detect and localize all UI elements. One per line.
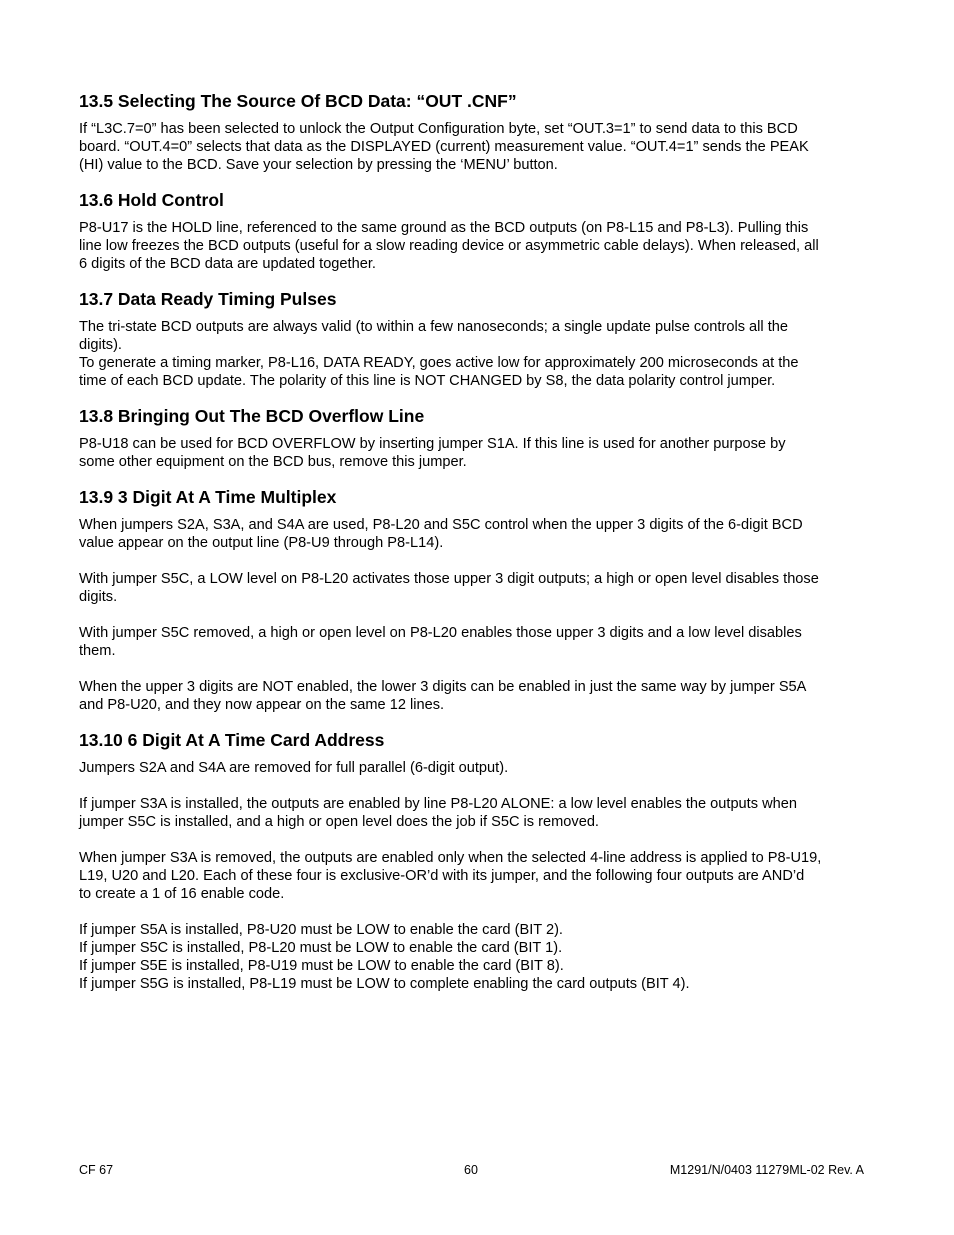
section-13-5 bbox=[79, 90, 879, 174]
section-13-6 bbox=[79, 189, 879, 273]
section-heading: 13.9 3 Digit At A Time Multiplex bbox=[79, 487, 337, 507]
footer-model: CF 67 bbox=[79, 1163, 114, 1177]
footer-document-id: M1291/N/0403 11279ML-02 Rev. A bbox=[669, 1163, 864, 1177]
section-13-9 bbox=[79, 486, 879, 714]
paragraph: If jumper S5A is installed, P8-U20 must be LOW to enable the card (BIT 2). If jumper S5C is installed, P8-L20 must be LOW to enable the card (BIT 1). If jumper S5E is installed, P8-U19 must be LOW to enable the card (BIT 8). If jumper S5G is installed, P8-L19 must be LOW to complete enabling the card outputs (BIT 4). bbox=[79, 922, 690, 992]
paragraph: Jumpers S2A and S4A are removed for full parallel (6-digit output). bbox=[79, 760, 509, 776]
paragraph: P8-U18 can be used for BCD OVERFLOW by inserting jumper S1A. If this line is used for another purpose by some other equipment on the BCD bus, remove this jumper. bbox=[79, 436, 786, 470]
paragraph: With jumper S5C removed, a high or open level on P8-L20 enables those upper 3 digits and a low level disables them. bbox=[79, 625, 802, 659]
page-number: 60 bbox=[464, 1163, 478, 1177]
section-13-7 bbox=[79, 288, 879, 390]
paragraph: When jumpers S2A, S3A, and S4A are used, P8-L20 and S5C control when the upper 3 digits of the 6-digit BCD value appear on the output line (P8-U9 through P8-L14). bbox=[79, 517, 803, 551]
section-heading: 13.10 6 Digit At A Time Card Address bbox=[79, 730, 385, 750]
section-13-8 bbox=[79, 405, 879, 471]
paragraph: If “L3C.7=0” has been selected to unlock the Output Configuration byte, set “OUT.3=1” to send data to this BCD board. “OUT.4=0” selects that data as the DISPLAYED (current) measurement value. “OUT.4=1” sends the PEAK (HI) value to the BCD. Save your selection by pressing the ‘MENU’ button. bbox=[79, 121, 809, 173]
paragraph: The tri-state BCD outputs are always valid (to within a few nanoseconds; a single update pulse controls all the digits). To generate a timing marker, P8-L16, DATA READY, goes active low for approximately 200 microseconds at the time of each BCD update. The polarity of this line is NOT CHANGED by S8, the data polarity control jumper. bbox=[79, 319, 799, 389]
section-13-10 bbox=[79, 729, 879, 993]
paragraph: If jumper S3A is installed, the outputs are enabled by line P8-L20 ALONE: a low level enables the outputs when jumper S5C is installed, and a high or open level does the job if S5C is removed. bbox=[79, 796, 797, 830]
document-body bbox=[79, 90, 879, 1008]
section-heading: 13.7 Data Ready Timing Pulses bbox=[79, 289, 337, 309]
paragraph: When the upper 3 digits are NOT enabled, the lower 3 digits can be enabled in just the same way by jumper S5A and P8-U20, and they now appear on the same 12 lines. bbox=[79, 679, 807, 713]
paragraph: P8-U17 is the HOLD line, referenced to the same ground as the BCD outputs (on P8-L15 and P8-L3). Pulling this line low freezes the BCD outputs (useful for a slow reading device or asymmetric cable delays). When released, all 6 digits of the BCD data are updated together. bbox=[79, 220, 819, 272]
section-heading: 13.8 Bringing Out The BCD Overflow Line bbox=[79, 406, 425, 426]
section-heading: 13.6 Hold Control bbox=[79, 190, 224, 210]
paragraph: When jumper S3A is removed, the outputs are enabled only when the selected 4-line address is applied to P8-U19, L19, U20 and L20. Each of these four is exclusive-OR’d with its jumper, and the following four outputs are AND’d to create a 1 of 16 enable code. bbox=[79, 850, 822, 902]
paragraph: With jumper S5C, a LOW level on P8-L20 activates those upper 3 digit outputs; a high or open level disables those digits. bbox=[79, 571, 819, 605]
section-heading: 13.5 Selecting The Source Of BCD Data: “OUT .CNF” bbox=[79, 91, 517, 111]
